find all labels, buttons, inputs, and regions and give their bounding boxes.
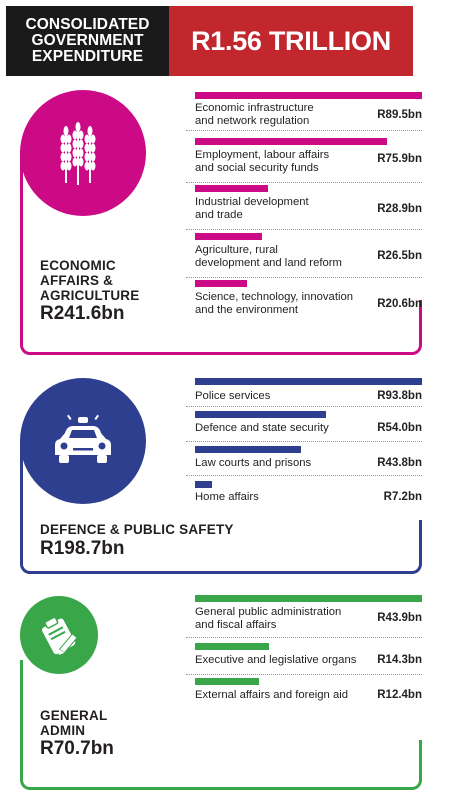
section-total: R241.6bn xyxy=(40,303,125,324)
item-value: R12.4bn xyxy=(377,689,422,701)
item-label-line: Agriculture, rural xyxy=(195,244,278,256)
item-label xyxy=(195,654,365,667)
header-title-block xyxy=(6,6,169,76)
divider xyxy=(186,475,422,476)
item-label xyxy=(195,244,365,270)
value-bar xyxy=(195,92,422,99)
item-label-line: Industrial development xyxy=(195,196,309,208)
section-total: R70.7bn xyxy=(40,738,114,759)
item-label-line: Law courts and prisons xyxy=(195,457,312,469)
clipboard-pen-icon xyxy=(35,611,83,659)
item-value: R7.2bn xyxy=(383,491,422,503)
divider xyxy=(186,674,422,675)
value-bar xyxy=(195,595,422,602)
item-label-line: Employment, labour affairs xyxy=(195,149,330,161)
item-label xyxy=(195,689,365,702)
item-value: R43.8bn xyxy=(377,457,422,469)
section-title xyxy=(40,258,139,303)
police-car-icon xyxy=(51,413,115,469)
item-label xyxy=(195,390,365,403)
item-value: R26.5bn xyxy=(377,250,422,262)
section-frame-corner xyxy=(386,520,422,574)
expenditure-item xyxy=(186,138,422,178)
item-value: R75.9bn xyxy=(377,153,422,165)
item-label xyxy=(195,422,365,435)
item-value: R93.8bn xyxy=(377,390,422,402)
item-label-line: and social security funds xyxy=(195,162,319,174)
expenditure-item xyxy=(186,411,422,441)
expenditure-item xyxy=(186,280,422,320)
divider xyxy=(186,182,422,183)
item-value: R28.9bn xyxy=(377,203,422,215)
item-label-line: and trade xyxy=(195,209,243,221)
section-title-line: GENERAL xyxy=(40,708,108,723)
section-title-line: AGRICULTURE xyxy=(40,288,140,303)
item-label-line: Executive and legislative organs xyxy=(195,654,357,666)
section-frame-bottom xyxy=(190,352,390,355)
item-label xyxy=(195,491,365,504)
item-label-line: General public administration xyxy=(195,606,342,618)
divider xyxy=(186,441,422,442)
expenditure-item xyxy=(186,446,422,476)
divider xyxy=(186,277,422,278)
section-title-line: ADMIN xyxy=(40,723,86,738)
value-bar xyxy=(195,233,262,240)
item-label xyxy=(195,606,365,632)
item-label-line: External affairs and foreign aid xyxy=(195,689,349,701)
value-bar xyxy=(195,678,259,685)
value-bar xyxy=(195,481,212,488)
section-title xyxy=(40,522,234,537)
item-value: R43.9bn xyxy=(377,612,422,624)
item-label-line: and network regulation xyxy=(195,115,310,127)
header-title-line: EXPENDITURE xyxy=(31,48,144,65)
expenditure-item xyxy=(186,678,422,708)
section-frame-bottom xyxy=(190,571,390,574)
item-value: R54.0bn xyxy=(377,422,422,434)
expenditure-item xyxy=(186,481,422,511)
section-icon-circle xyxy=(20,596,98,674)
section-title xyxy=(40,708,107,738)
item-label-line: Police services xyxy=(195,390,271,402)
item-label xyxy=(195,196,365,222)
item-label-line: Science, technology, innovation xyxy=(195,291,354,303)
value-bar xyxy=(195,446,301,453)
item-label-line: Defence and state security xyxy=(195,422,329,434)
section-total: R198.7bn xyxy=(40,538,125,559)
header-total: R1.56 TRILLION xyxy=(169,6,413,76)
section-icon-circle xyxy=(20,378,146,504)
section-title-line: ECONOMIC xyxy=(40,258,116,273)
value-bar xyxy=(195,411,326,418)
expenditure-item xyxy=(186,378,422,408)
item-label xyxy=(195,291,365,317)
item-label-line: Economic infrastructure xyxy=(195,102,314,114)
expenditure-item xyxy=(186,595,422,635)
value-bar xyxy=(195,138,387,145)
divider xyxy=(186,229,422,230)
item-value: R20.6bn xyxy=(377,298,422,310)
value-bar xyxy=(195,280,247,287)
expenditure-item xyxy=(186,643,422,673)
section-title-line: AFFAIRS & xyxy=(40,273,114,288)
item-label-line: Home affairs xyxy=(195,491,259,503)
section-icon-circle xyxy=(20,90,146,216)
section-frame-bottom xyxy=(190,787,390,790)
item-label-line: development and land reform xyxy=(195,257,342,269)
expenditure-item xyxy=(186,233,422,273)
item-value: R14.3bn xyxy=(377,654,422,666)
item-label-line: and the environment xyxy=(195,304,298,316)
header-title-line: GOVERNMENT xyxy=(31,32,144,49)
value-bar xyxy=(195,643,269,650)
value-bar xyxy=(195,378,422,385)
item-value: R89.5bn xyxy=(377,109,422,121)
divider xyxy=(186,637,422,638)
wheat-icon xyxy=(51,121,115,185)
header-title-line: CONSOLIDATED xyxy=(25,16,150,33)
divider xyxy=(186,406,422,407)
expenditure-item xyxy=(186,92,422,132)
section-frame-corner xyxy=(386,740,422,790)
item-label-line: and fiscal affairs xyxy=(195,619,277,631)
value-bar xyxy=(195,185,268,192)
expenditure-item xyxy=(186,185,422,225)
divider xyxy=(186,130,422,131)
section-title-line: DEFENCE & PUBLIC SAFETY xyxy=(40,522,234,537)
item-label xyxy=(195,149,365,175)
item-label xyxy=(195,457,365,470)
item-label xyxy=(195,102,365,128)
